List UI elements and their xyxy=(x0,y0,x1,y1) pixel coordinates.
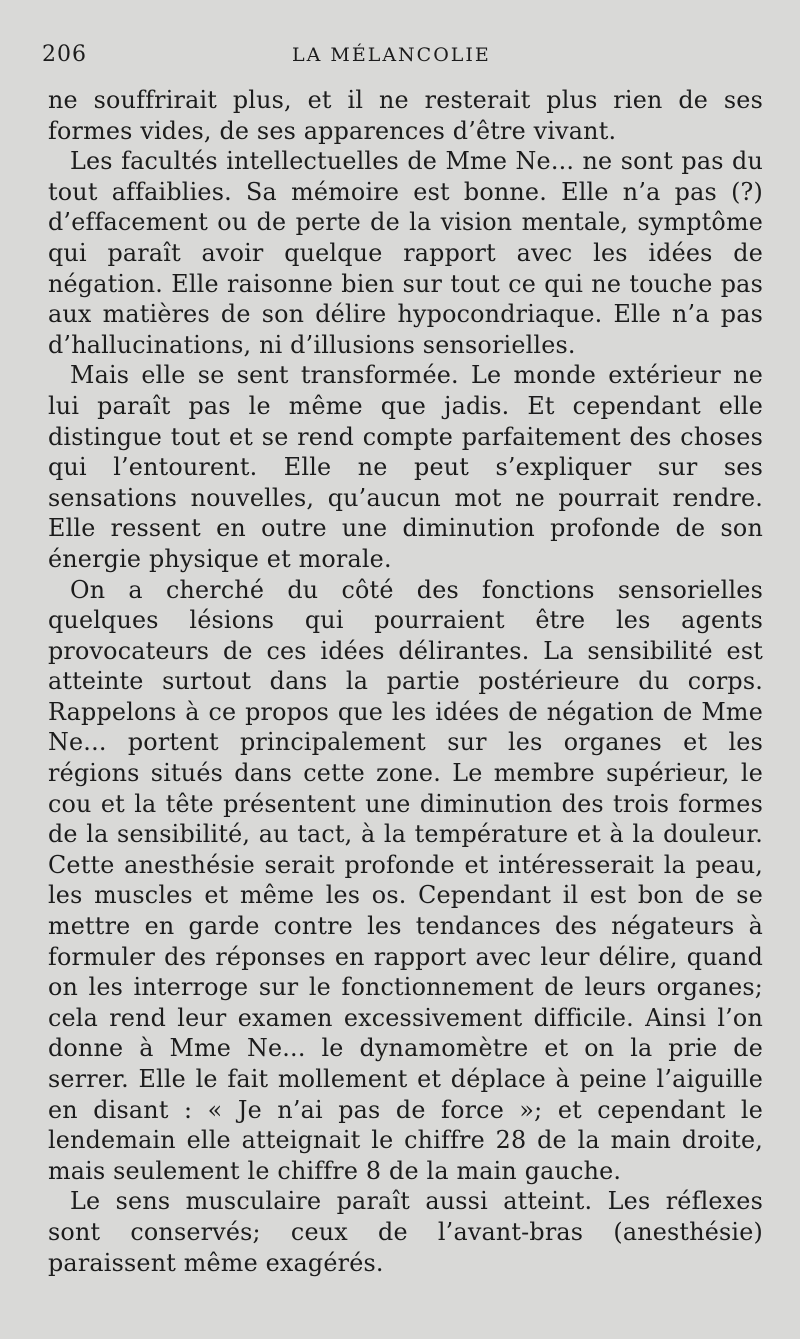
paragraph-intellectual-faculties: Les facultés intellectuelles de Mme Ne... ne sont pas du tout affaiblies. Sa mémoire est bonne. Elle n’a pas (?) d’effacement ou de perte de la vision mentale, symptôme qui paraît avoir quelque rapport avec les idées de négation. Elle raisonne bien sur tout ce qui ne touche pas aux matières de son délire hypocondriaque. Elle n’a pas d’hallucinations, ni d’illusions sensorielles. xyxy=(48,147,763,359)
page-number: 206 xyxy=(42,42,87,67)
paragraph-continuation: ne souffrirait plus, et il ne resterait plus rien de ses formes vides, de ses apparences d’être vivant. xyxy=(48,86,763,145)
running-title: LA MÉLANCOLIE xyxy=(292,44,491,66)
page-header xyxy=(42,42,760,72)
paragraph-sensory-functions: On a cherché du côté des fonctions sensorielles quelques lésions qui pourraient être les agents provocateurs de ces idées délirantes. La sensibilité est atteinte surtout dans la partie postérieure du corps. Rappelons à ce propos que les idées de négation de Mme Ne... portent principalement sur les organes et les régions situés dans cette zone. Le membre supérieur, le cou et la tête présentent une diminution des trois formes de la sensibilité, au tact, à la température et à la douleur. Cette anesthésie serait profonde et intéresserait la peau, les muscles et même les os. Cependant il est bon de se mettre en garde contre les tendances des négateurs à formuler des réponses en rapport avec leur délire, quand on les interroge sur le fonctionnement de leurs organes; cela rend leur examen excessivement difficile. Ainsi l’on donne à Mme Ne... le dynamomètre et on la prie de serrer. Elle le fait mollement et déplace à peine l’aiguille en disant : « Je n’ai pas de force »; et cependant le lendemain elle atteignait le chiffre 28 de la main droite, mais seulement le chiffre 8 de la main gauche. xyxy=(48,575,763,1185)
paragraph-muscular-sense: Le sens musculaire paraît aussi atteint. Les réflexes sont conservés; ceux de l’avant-bras (anesthésie) paraissent même exagérés. xyxy=(48,1187,763,1277)
paragraph-transformation: Mais elle se sent transformée. Le monde extérieur ne lui paraît pas le même que jadis. Et cependant elle distingue tout et se rend compte parfaitement des choses qui l’entourent. Elle ne peut s’expliquer sur ses sensations nouvelles, qu’aucun mot ne pourrait rendre. Elle ressent en outre une diminution profonde de son énergie physique et morale. xyxy=(48,361,763,573)
body-text xyxy=(48,85,763,1278)
